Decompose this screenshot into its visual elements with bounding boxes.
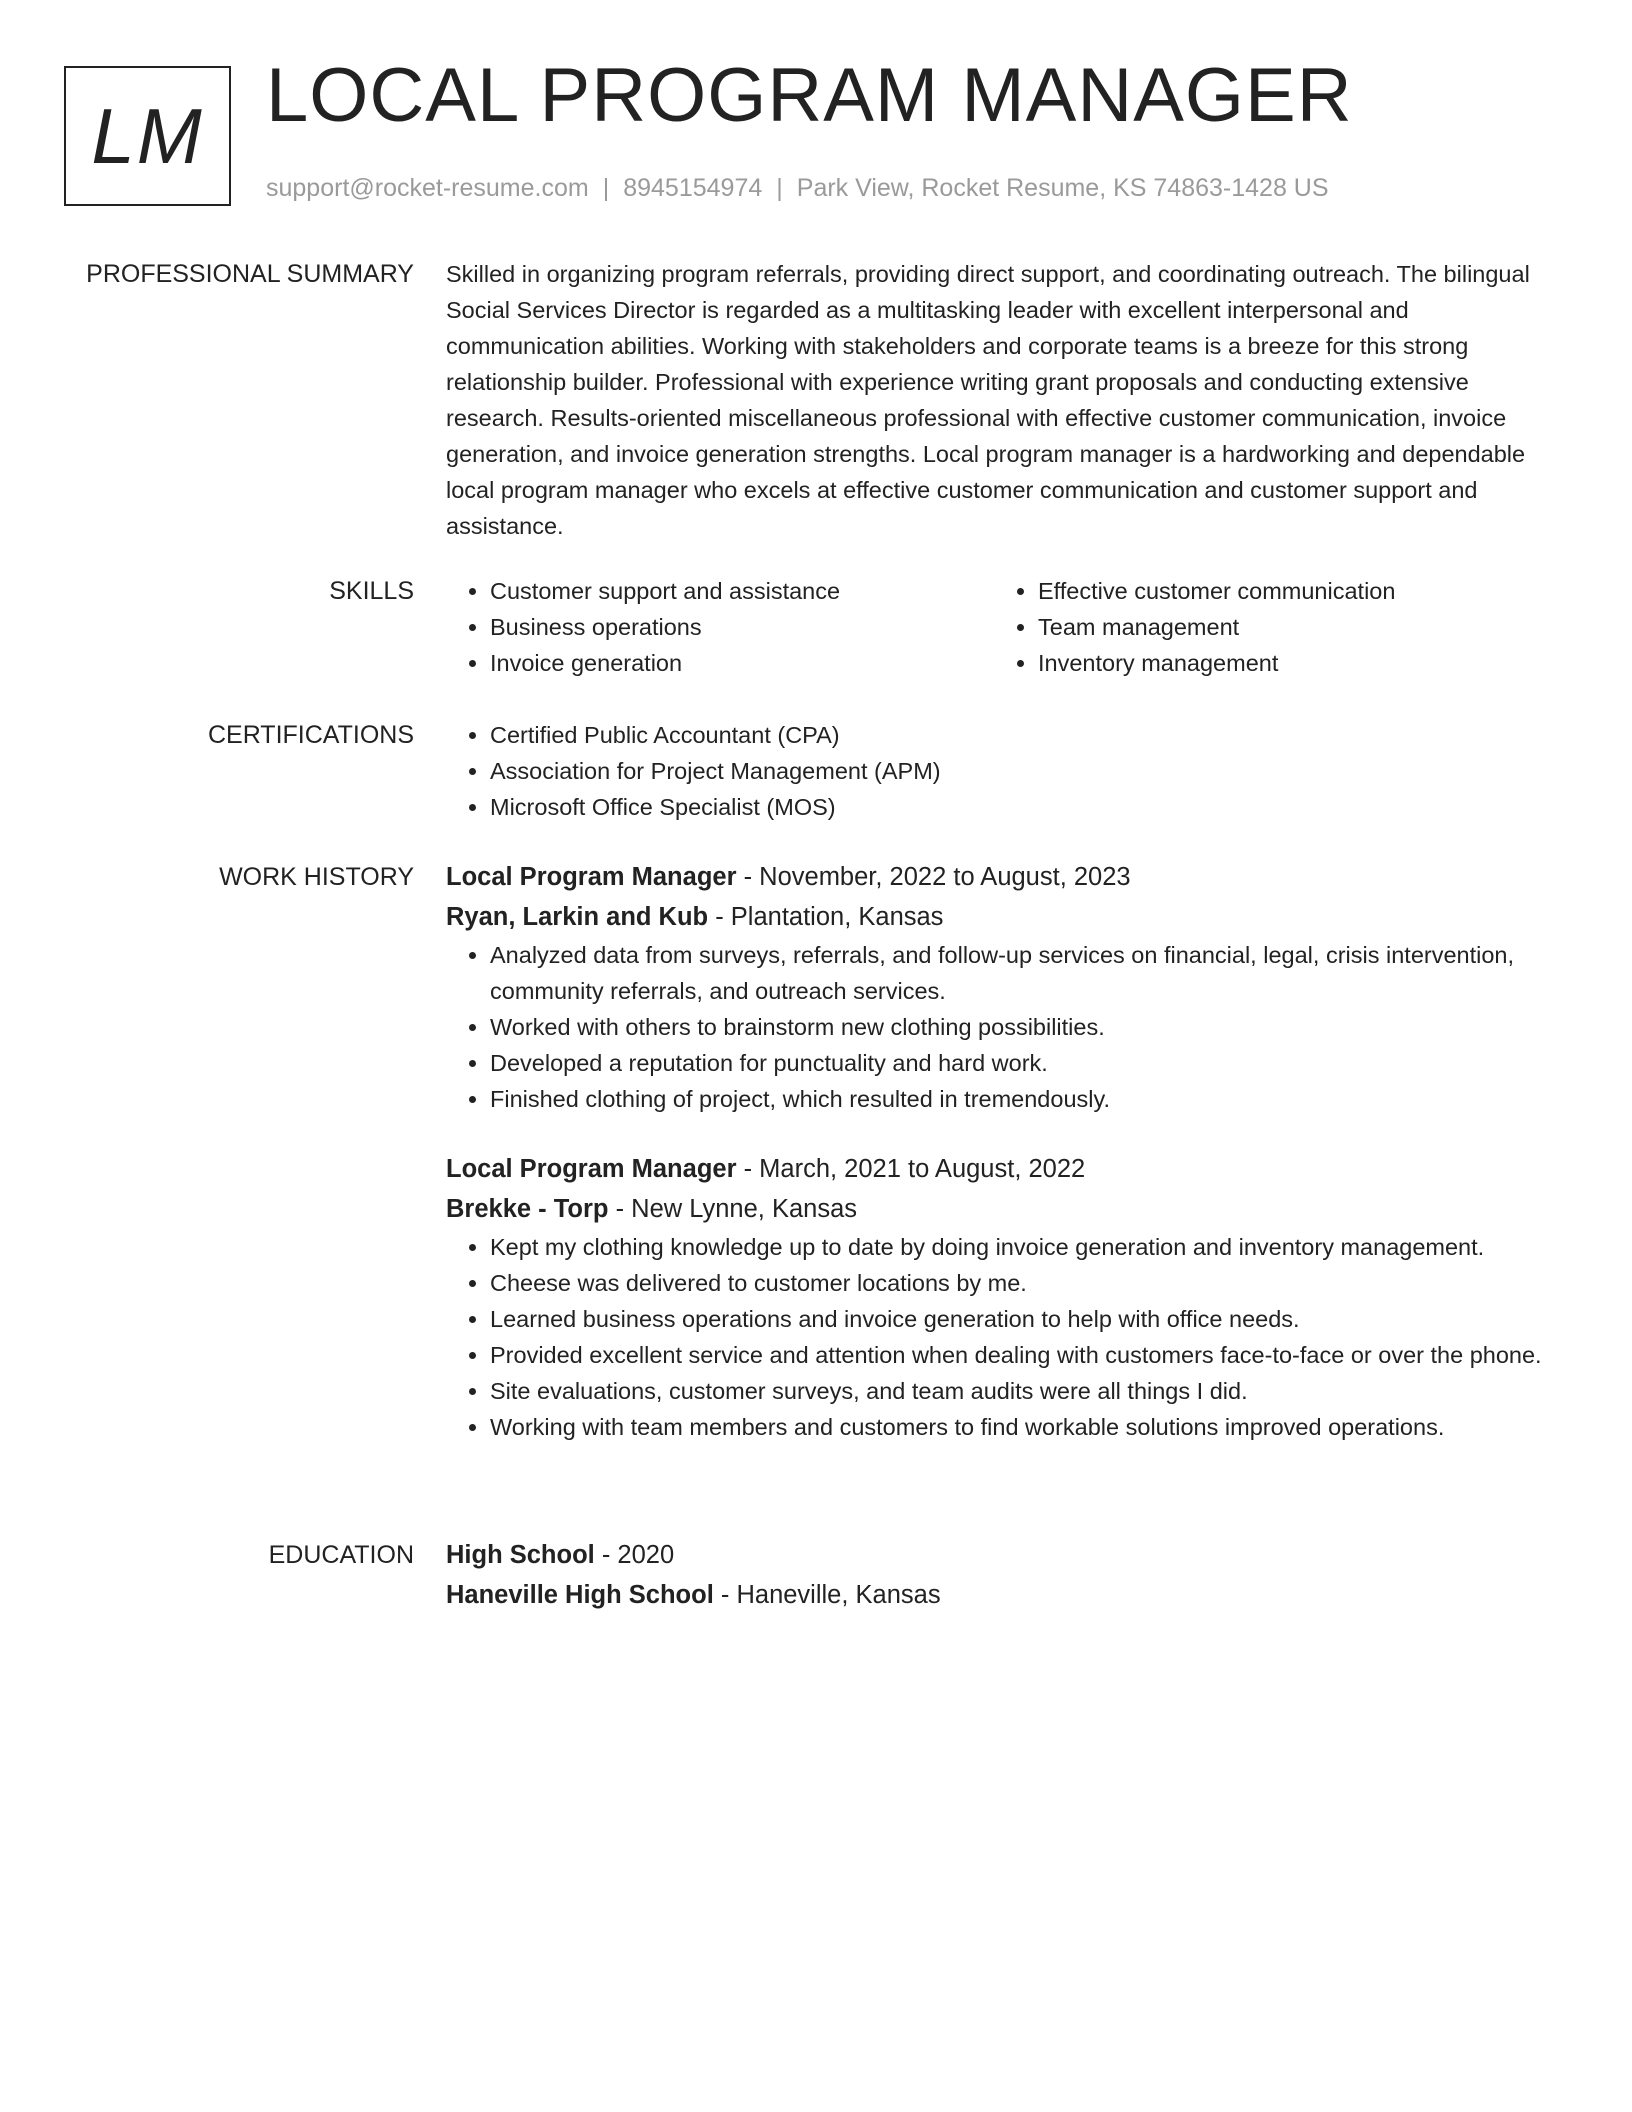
job-title-line [446, 857, 1566, 897]
job-bullet: • Developed a reputation for punctuality and hard work. [490, 1045, 1566, 1081]
job-bullets [446, 1229, 1566, 1445]
skill-item: • Customer support and assistance [490, 573, 994, 609]
skill-item: • Team management [1038, 609, 1542, 645]
education-school: Haneville High School [446, 1581, 714, 1609]
skill-item: • Effective customer communication [1038, 573, 1542, 609]
job-bullet: • Finished clothing of project, which resulted in tremendously. [490, 1081, 1566, 1117]
skills-grid [446, 573, 1566, 681]
job-title-line [446, 1149, 1566, 1189]
monogram-box [64, 66, 231, 206]
education-school-line [446, 1575, 1566, 1615]
education-degree-line [446, 1535, 1566, 1575]
education-heading: EDUCATION [268, 1541, 414, 1569]
certifications-body [446, 717, 1566, 825]
skill-item: • Inventory management [1038, 645, 1542, 681]
work-history-body [446, 857, 1566, 1445]
job-dates: - November, 2022 to August, 2023 [736, 863, 1131, 891]
certification-item: • Microsoft Office Specialist (MOS) [490, 789, 1566, 825]
job-location: - Plantation, Kansas [708, 903, 944, 931]
job-company-line [446, 897, 1566, 937]
summary-heading: PROFESSIONAL SUMMARY [86, 260, 414, 288]
job-location: - New Lynne, Kansas [608, 1195, 858, 1223]
job-company-line [446, 1189, 1566, 1229]
monogram-initials: LM [91, 92, 204, 180]
skills-column-1 [446, 573, 994, 681]
contact-email: support@rocket-resume.com [266, 174, 589, 202]
contact-separator: | [602, 174, 610, 202]
job-bullet: • Analyzed data from surveys, referrals, and follow-up services on financial, legal, crisis intervention, community referrals, and outreach services. [490, 937, 1566, 1009]
contact-phone: 8945154974 [623, 174, 763, 202]
job-dates: - March, 2021 to August, 2022 [736, 1155, 1086, 1183]
job-title: Local Program Manager [446, 1155, 737, 1183]
job-bullet: • Cheese was delivered to customer locations by me. [490, 1265, 1566, 1301]
job-entry [446, 857, 1566, 1117]
skill-item: • Business operations [490, 609, 994, 645]
summary-text: Skilled in organizing program referrals, providing direct support, and coordinating outreach. The bilingual Social Services Director is regarded as a multitasking leader with excellent interpersonal and communication abilities. Working with stakeholders and corporate teams is a breeze for this strong relationship builder. Professional with experience writing grant proposals and conducting extensive research. Results-oriented miscellaneous professional with effective customer communication, invoice generation, and invoice generation strengths. Local program manager is a hardworking and dependable local program manager who excels at effective customer communication and customer support and assistance. [446, 261, 1530, 539]
education-degree: High School [446, 1541, 595, 1569]
contact-separator: | [776, 174, 783, 202]
certifications-heading: CERTIFICATIONS [207, 721, 414, 749]
contact-line [266, 176, 1329, 201]
job-company: Ryan, Larkin and Kub [446, 903, 709, 931]
contact-address: Park View, Rocket Resume, KS 74863-1428 US [796, 174, 1329, 202]
job-bullet: • Learned business operations and invoice generation to help with office needs. [490, 1301, 1566, 1337]
certifications-list [446, 717, 1566, 825]
job-title: Local Program Manager [446, 863, 737, 891]
certification-item: • Association for Project Management (APM) [490, 753, 1566, 789]
job-entry [446, 1149, 1566, 1445]
work-history-heading: WORK HISTORY [219, 863, 414, 891]
skills-column-2 [994, 573, 1542, 681]
job-bullet: • Provided excellent service and attention when dealing with customers face-to-face or over the phone. [490, 1337, 1566, 1373]
education-year: - 2020 [594, 1541, 675, 1569]
education-body [446, 1535, 1566, 1615]
summary-body [446, 256, 1566, 544]
job-bullet: • Worked with others to brainstorm new clothing possibilities. [490, 1009, 1566, 1045]
job-bullet: • Site evaluations, customer surveys, and team audits were all things I did. [490, 1373, 1566, 1409]
job-bullets [446, 937, 1566, 1117]
certification-item: • Certified Public Accountant (CPA) [490, 717, 1566, 753]
job-bullet: • Working with team members and customers to find workable solutions improved operations. [490, 1409, 1566, 1445]
education-location: - Haneville, Kansas [713, 1581, 941, 1609]
skills-body [446, 573, 1566, 681]
job-company: Brekke - Torp [446, 1195, 609, 1223]
skills-heading: SKILLS [329, 577, 414, 605]
job-bullet: • Kept my clothing knowledge up to date by doing invoice generation and inventory management. [490, 1229, 1566, 1265]
skill-item: • Invoice generation [490, 645, 994, 681]
candidate-name: LOCAL PROGRAM MANAGER [266, 53, 1353, 138]
